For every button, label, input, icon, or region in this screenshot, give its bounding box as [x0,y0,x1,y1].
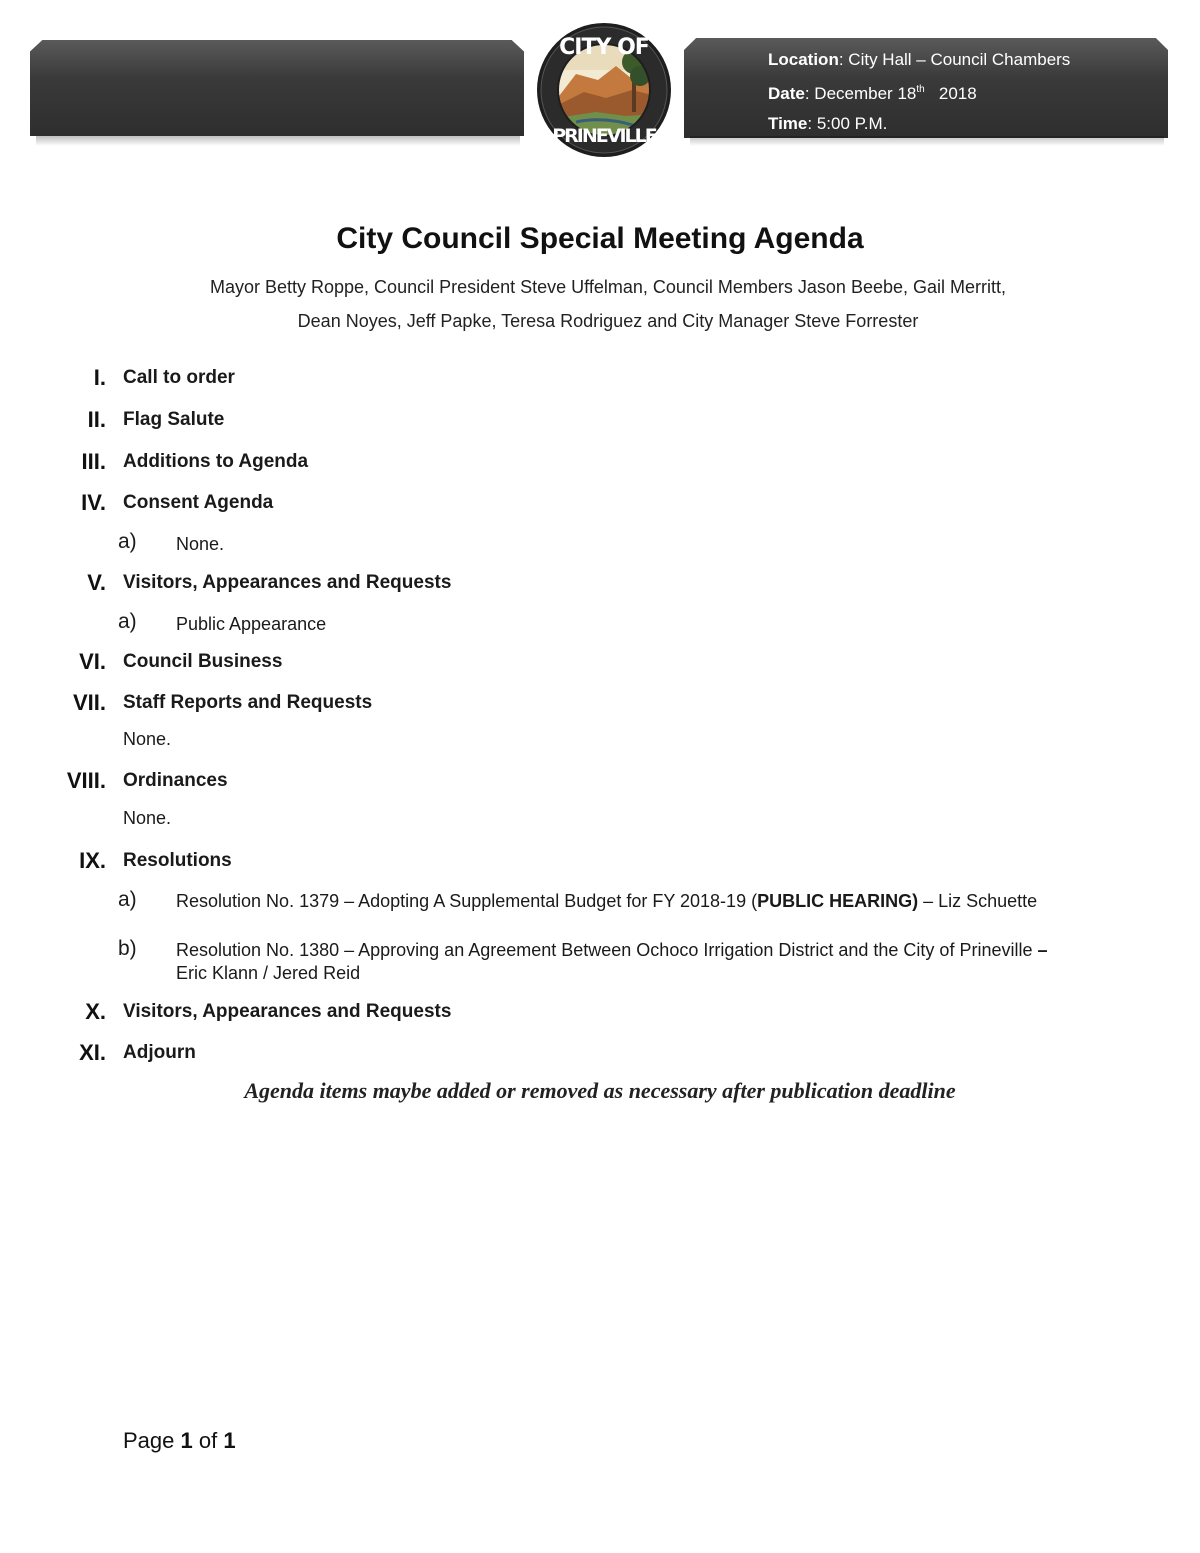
subitem-text: Resolution No. 1379 – Adopting A Supplemental Budget for FY 2018-19 (PUBLIC HEARING) – Liz Schuette [176,891,1038,911]
date-line: Date: December 18th 2018 [768,84,977,103]
page-number: Page 1 of 1 [123,1428,236,1453]
item-label: Visitors, Appearances and Requests [123,1001,452,1022]
agenda-subitem [0,610,1200,636]
item-label: Flag Salute [123,409,225,430]
attendees-line: Mayor Betty Roppe, Council President Steve Uffelman, Council Members Jason Beebe, Gail Merritt, [209,277,1007,297]
item-number: III. [81,449,106,474]
time-line: Time: 5:00 P.M. [768,114,888,133]
subitem-letter: b) [118,937,137,960]
agenda-item [0,570,1200,596]
agenda-item [0,649,1200,675]
item-label: Ordinances [123,770,228,791]
item-label: Resolutions [123,850,232,871]
agenda-subitem [0,937,1200,985]
item-label: Additions to Agenda [123,451,309,472]
item-number: IX. [79,848,106,873]
item-label: Call to order [123,367,235,388]
agenda-note [0,729,1200,753]
agenda-item [0,1040,1200,1066]
item-label: Staff Reports and Requests [123,692,373,713]
agenda-item [0,407,1200,433]
item-label: Council Business [123,651,283,672]
meeting-info [768,45,1070,139]
seal-text-top: CITY OF [559,35,649,60]
agenda-item [0,365,1200,391]
note-text: None. [123,808,172,828]
item-number: V. [87,570,106,595]
item-number: VIII. [66,768,106,793]
agenda-item [0,690,1200,716]
agenda-item [0,490,1200,516]
subitem-text: Resolution No. 1380 – Approving an Agreement Between Ochoco Irrigation District and the City of Prineville – Eric Klann / Jered Reid [176,940,1048,983]
banner-shadow [36,136,520,146]
attendees-line: Dean Noyes, Jeff Papke, Teresa Rodriguez and City Manager Steve Forrester [297,311,919,331]
attendees [0,270,1200,338]
subitem-letter: a) [118,888,137,911]
agenda-item [0,768,1200,794]
item-number: VII. [72,690,106,715]
subitem-text: Public Appearance [176,614,327,634]
item-number: X. [85,999,106,1024]
header-banner-left [30,40,524,136]
item-label: Adjourn [123,1042,196,1063]
item-number: I. [93,365,106,390]
subitem-text: None. [176,534,225,554]
agenda-item [0,999,1200,1025]
item-number: II. [87,407,106,432]
agenda-subitem [0,530,1200,556]
item-label: Visitors, Appearances and Requests [123,572,452,593]
note-text: None. [123,729,172,749]
item-number: IV. [81,490,106,515]
location-line: Location: City Hall – Council Chambers [768,50,1071,69]
item-number: VI. [79,649,106,674]
page-title: City Council Special Meeting Agenda [336,222,864,255]
agenda-item [0,449,1200,475]
agenda-subitem [0,888,1200,936]
agenda-note [0,808,1200,832]
item-label: Consent Agenda [123,492,274,513]
item-number: XI. [79,1040,106,1065]
subitem-letter: a) [118,530,137,553]
agenda-item [0,848,1200,874]
seal-text-bottom: PRINEVILLE [552,125,656,147]
city-seal-logo [536,22,672,158]
agenda-footnote: Agenda items maybe added or removed as necessary after publication deadline [244,1078,956,1103]
subitem-letter: a) [118,610,137,633]
